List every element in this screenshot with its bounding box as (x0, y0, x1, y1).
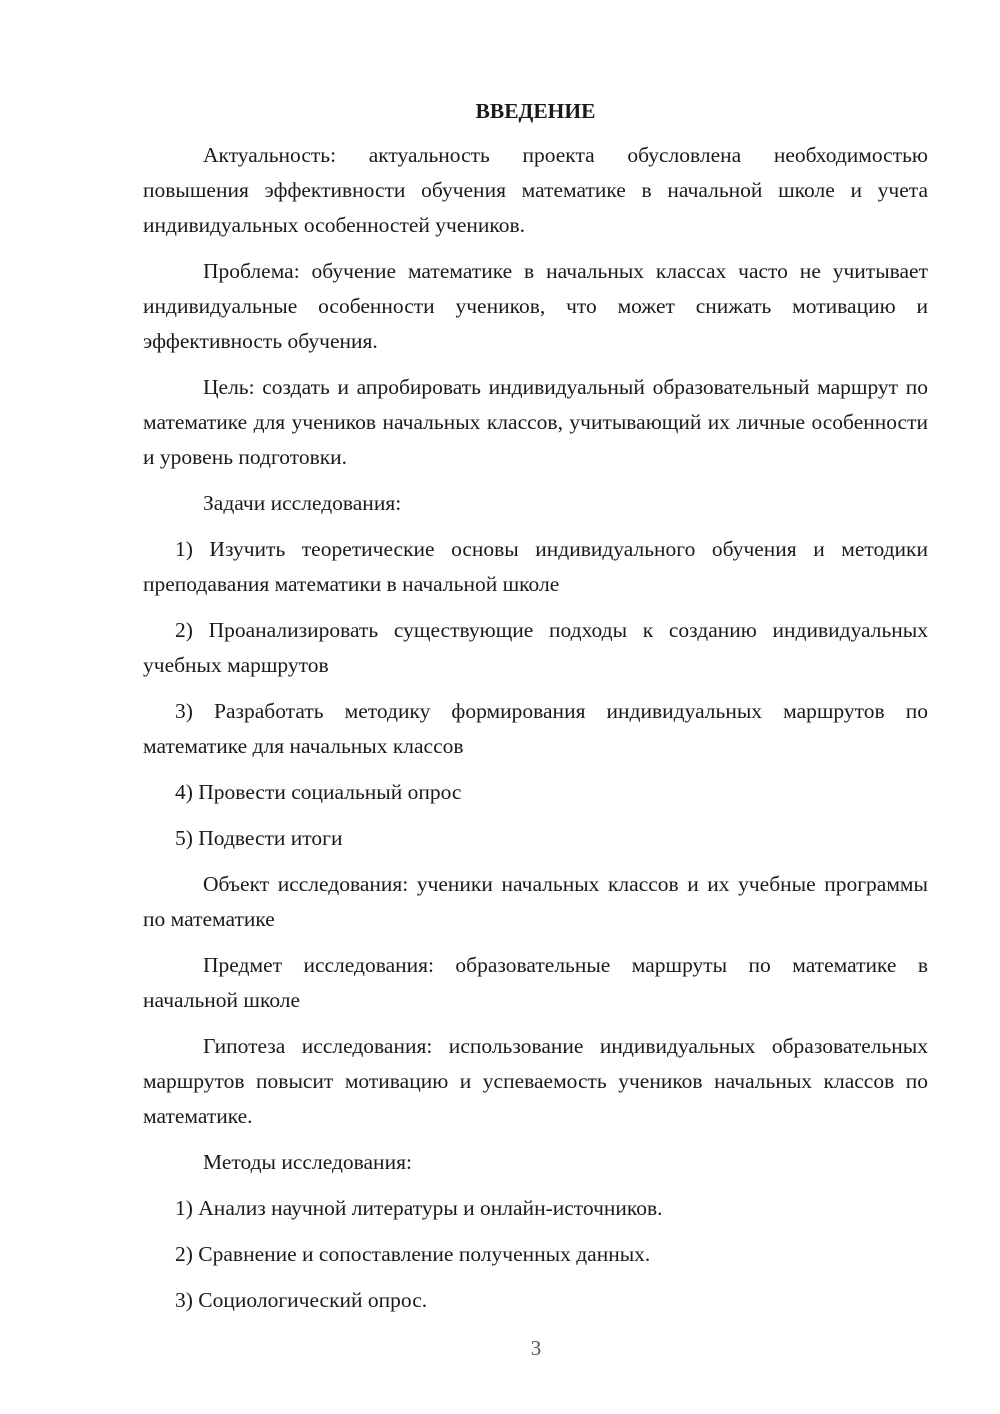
task-item-1: 1) Изучить теоретические основы индивидуального обучения и методики преподавания математики в начальной школе (143, 537, 928, 596)
method-item-2: 2) Сравнение и сопоставление полученных данных. (175, 1242, 651, 1266)
method-item-1: 1) Анализ научной литературы и онлайн-источников. (175, 1196, 663, 1220)
page-number: 3 (530, 1336, 542, 1360)
relevance-paragraph: Актуальность: актуальность проекта обусловлена необходимостью повышения эффективности обучения математике в начальной школе и учета индивидуальных особенностей учеников. (143, 143, 928, 237)
goal-paragraph: Цель: создать и апробировать индивидуальный образовательный маршрут по математике для учеников начальных классов, учитывающий их личные особенности и уровень подготовки. (143, 375, 928, 469)
task-item-2: 2) Проанализировать существующие подходы к созданию индивидуальных учебных маршрутов (143, 618, 928, 677)
task-item-5: 5) Подвести итоги (175, 826, 343, 850)
task-item-3: 3) Разработать методику формирования индивидуальных маршрутов по математике для начальных классов (143, 699, 928, 758)
object-paragraph: Объект исследования: ученики начальных классов и их учебные программы по математике (143, 872, 928, 931)
problem-paragraph: Проблема: обучение математике в начальных классах часто не учитывает индивидуальные особенности учеников, что может снижать мотивацию и эффективность обучения. (143, 259, 928, 353)
hypothesis-paragraph: Гипотеза исследования: использование индивидуальных образовательных маршрутов повысит мотивацию и успеваемость учеников начальных классов по математике. (143, 1034, 928, 1128)
task-item-4: 4) Провести социальный опрос (175, 780, 462, 804)
methods-heading: Методы исследования: (203, 1150, 412, 1174)
page-title: ВВЕДЕНИЕ (475, 99, 596, 123)
method-item-3: 3) Социологический опрос. (175, 1288, 428, 1312)
page-content (143, 96, 928, 1329)
subject-paragraph: Предмет исследования: образовательные маршруты по математике в начальной школе (143, 953, 928, 1012)
tasks-heading: Задачи исследования: (203, 491, 402, 515)
